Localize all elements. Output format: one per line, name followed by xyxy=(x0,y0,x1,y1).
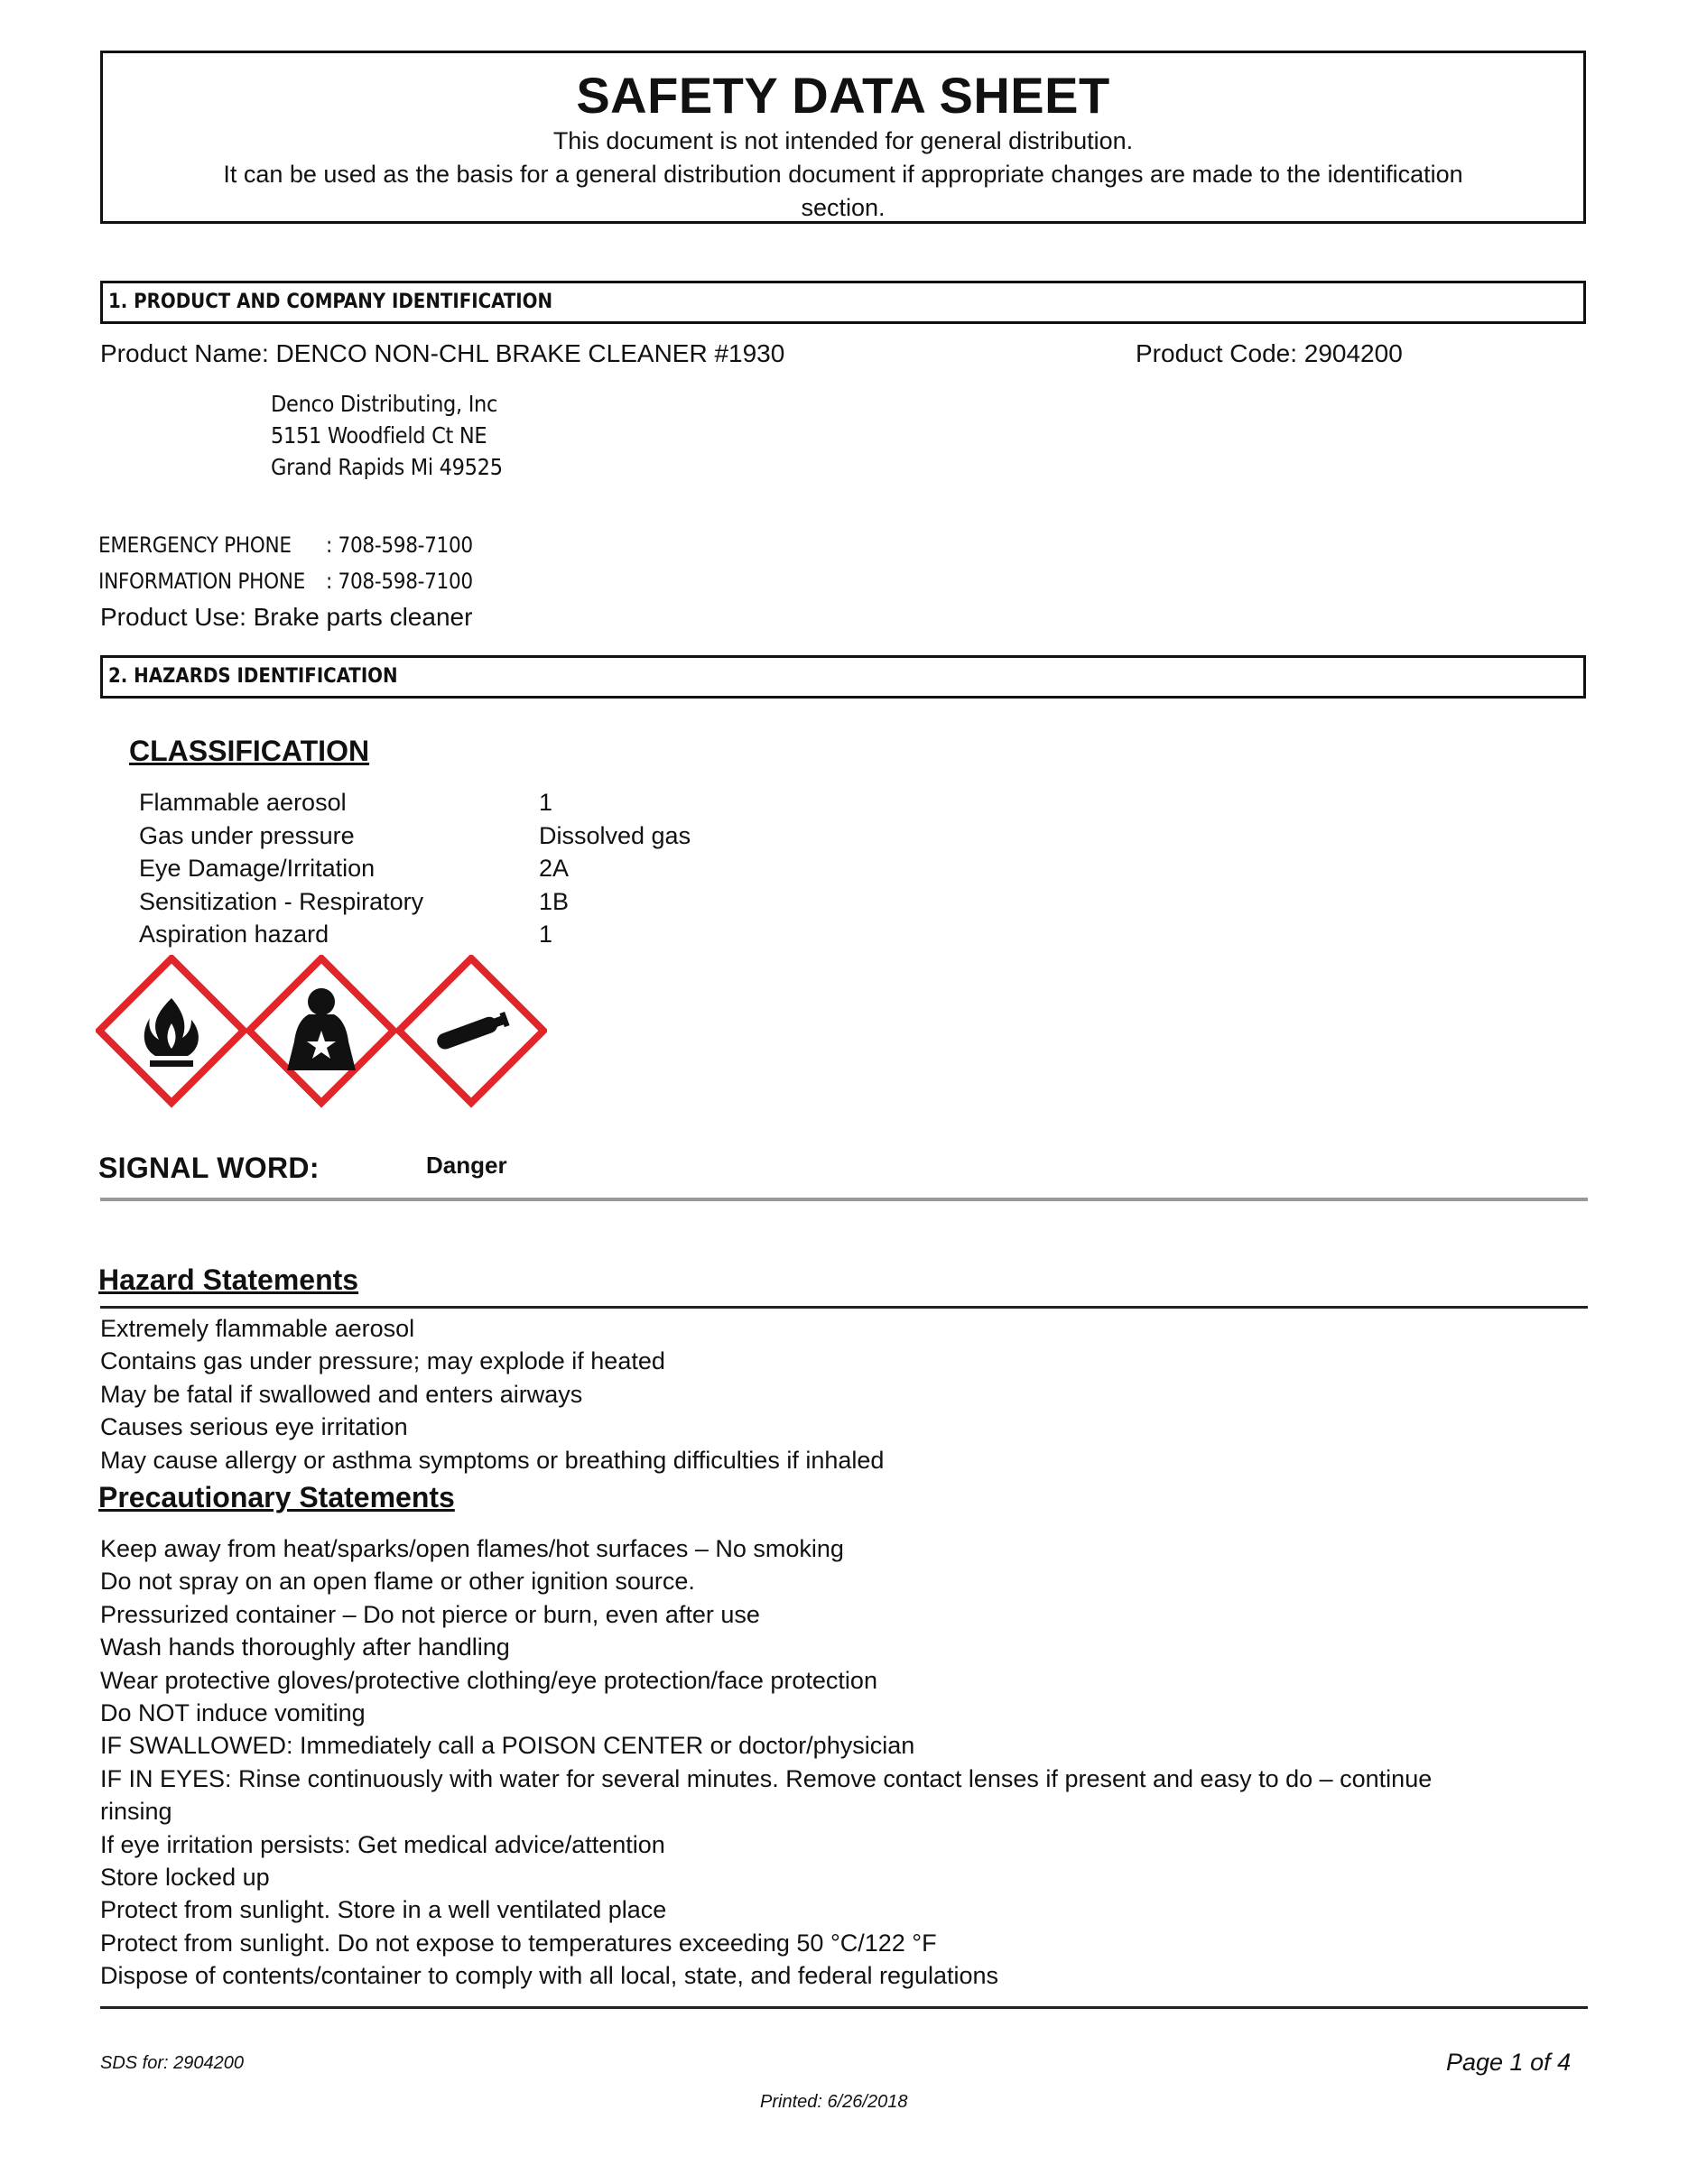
information-phone-label: INFORMATION PHONE xyxy=(98,569,305,594)
hazard-category: 1B xyxy=(539,887,570,915)
divider xyxy=(100,1198,1588,1201)
hazard-statement: Contains gas under pressure; may explode if heated xyxy=(100,1347,665,1375)
hazard-class: Flammable aerosol xyxy=(139,789,347,816)
precautionary-statement: Store locked up xyxy=(100,1864,270,1892)
precautionary-statement: Protect from sunlight. Store in a well ventilated place xyxy=(100,1896,667,1924)
hazard-class: Gas under pressure xyxy=(139,821,355,849)
distribution-note: This document is not intended for general distribution. xyxy=(552,127,1134,154)
distribution-note-2: It can be used as the basis for a general distribution document if appropriate changes are made to the identification xyxy=(223,161,1463,188)
classification-row xyxy=(139,786,691,819)
precautionary-statements-title: Precautionary Statements xyxy=(98,1481,455,1513)
precautionary-statement: Do not spray on an open flame or other ignition source. xyxy=(100,1568,695,1596)
hazard-category: Dissolved gas xyxy=(539,821,691,849)
document-title: SAFETY DATA SHEET xyxy=(576,67,1110,124)
classification-title: CLASSIFICATION xyxy=(129,735,370,767)
hazard-class: Aspiration hazard xyxy=(139,921,329,948)
hazard-statement: May cause allergy or asthma symptoms or breathing difficulties if inhaled xyxy=(100,1446,885,1474)
precautionary-statement: Wash hands thoroughly after handling xyxy=(100,1633,510,1661)
precautionary-statement: Keep away from heat/sparks/open flames/hot surfaces – No smoking xyxy=(100,1535,844,1562)
signal-word-label: SIGNAL WORD: xyxy=(98,1152,320,1184)
hazard-category: 1 xyxy=(539,789,553,816)
page-number: Page 1 of 4 xyxy=(1446,2049,1572,2076)
precautionary-statements-list xyxy=(100,1532,1432,1993)
precautionary-statement: IF SWALLOWED: Immediately call a POISON CENTER or doctor/physician xyxy=(100,1732,915,1760)
precautionary-statement: rinsing xyxy=(100,1798,172,1826)
address-line: Grand Rapids Mi 49525 xyxy=(271,454,503,480)
hazard-category: 1 xyxy=(539,921,553,948)
company-address xyxy=(271,388,503,483)
precautionary-statement: Dispose of contents/container to comply with all local, state, and federal regulations xyxy=(100,1962,999,1990)
title-box xyxy=(100,51,1586,224)
hazard-statements-list xyxy=(100,1312,884,1476)
address-line: 5151 Woodfield Ct NE xyxy=(271,422,487,449)
classification-row xyxy=(139,819,691,853)
precautionary-statement: Do NOT induce vomiting xyxy=(100,1699,366,1727)
precautionary-statement: Protect from sunlight. Do not expose to temperatures exceeding 50 °C/122 °F xyxy=(100,1929,937,1957)
precautionary-statement: IF IN EYES: Rinse continuously with water for several minutes. Remove contact lenses if present and easy to do – continue xyxy=(100,1764,1433,1792)
product-code: Product Code: 2904200 xyxy=(1136,339,1403,367)
emergency-phone-label: EMERGENCY PHONE xyxy=(98,532,292,558)
hazard-statement: May be fatal if swallowed and enters airways xyxy=(100,1380,583,1408)
printed-date: Printed: 6/26/2018 xyxy=(760,2092,908,2112)
gas-cylinder-icon xyxy=(399,958,543,1103)
hazard-category: 2A xyxy=(539,855,570,882)
classification-row xyxy=(139,885,691,919)
hazard-statement: Extremely flammable aerosol xyxy=(100,1315,415,1342)
hazard-class: Eye Damage/Irritation xyxy=(139,855,376,882)
flame-icon xyxy=(99,958,244,1103)
classification-row xyxy=(139,852,691,885)
sds-for: SDS for: 2904200 xyxy=(100,2053,244,2073)
precautionary-statement: If eye irritation persists: Get medical advice/attention xyxy=(100,1830,665,1858)
precautionary-statement: Wear protective gloves/protective clothing/eye protection/face protection xyxy=(100,1666,877,1694)
section-2-heading: 2. HAZARDS IDENTIFICATION xyxy=(100,655,1586,699)
divider xyxy=(100,1306,1588,1309)
hazard-class: Sensitization - Respiratory xyxy=(139,887,424,915)
divider xyxy=(100,2006,1588,2009)
signal-word: Danger xyxy=(426,1152,507,1179)
distribution-note-3: section. xyxy=(801,194,886,221)
classification-table xyxy=(139,786,691,951)
classification-row xyxy=(139,918,691,951)
emergency-phone-value: : 708-598-7100 xyxy=(326,532,473,558)
product-name: Product Name: DENCO NON-CHL BRAKE CLEANER #1930 xyxy=(100,339,785,367)
ghs-pictograms xyxy=(96,955,547,1108)
health-hazard-icon xyxy=(249,958,394,1103)
information-phone-value: : 708-598-7100 xyxy=(326,569,473,594)
product-use: Product Use: Brake parts cleaner xyxy=(100,603,473,631)
hazard-statement: Causes serious eye irritation xyxy=(100,1413,408,1441)
hazard-statements-title: Hazard Statements xyxy=(98,1263,359,1296)
address-line: Denco Distributing, Inc xyxy=(271,391,498,417)
section-1-heading: 1. PRODUCT AND COMPANY IDENTIFICATION xyxy=(100,281,1586,324)
precautionary-statement: Pressurized container – Do not pierce or burn, even after use xyxy=(100,1600,760,1628)
